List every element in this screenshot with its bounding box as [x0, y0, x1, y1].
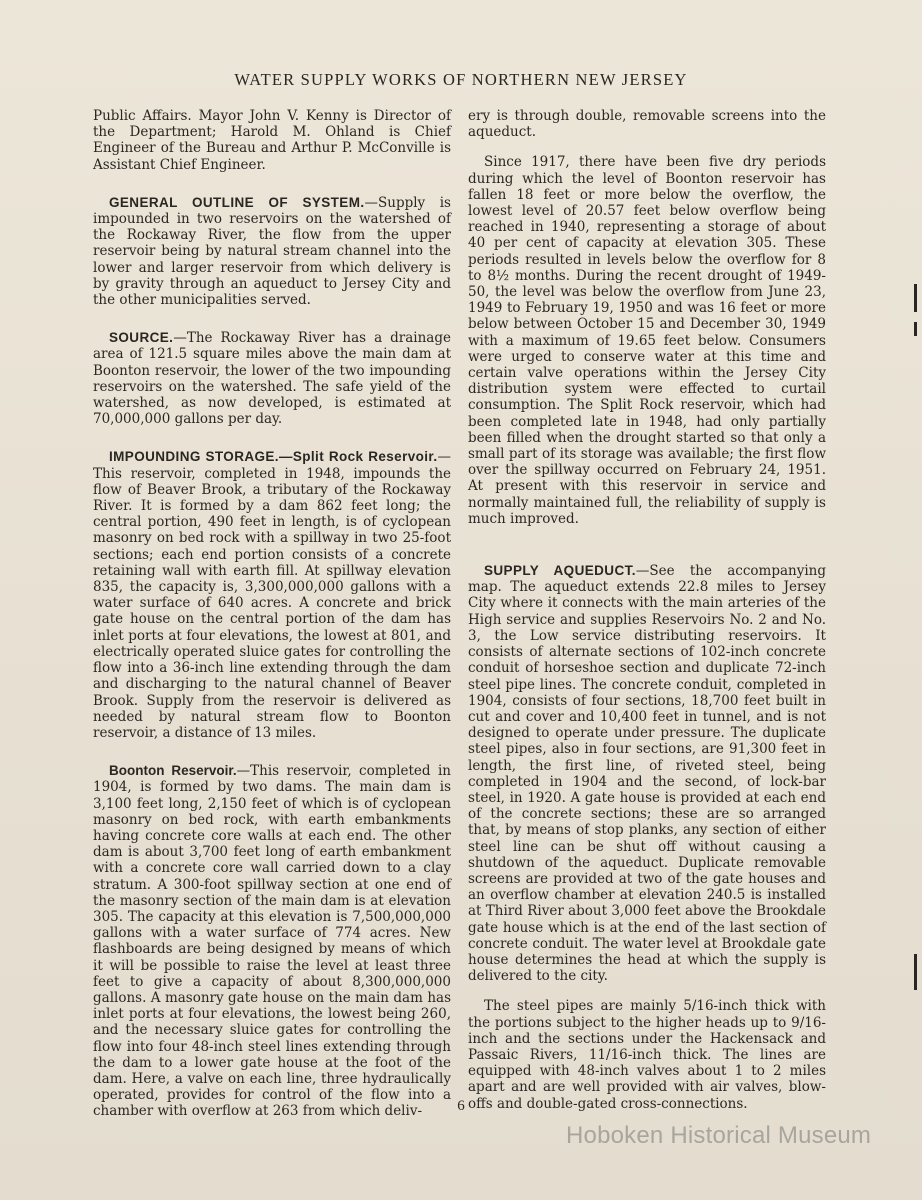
paragraph-impounding-storage: [93, 449, 451, 741]
paragraph-public-affairs: Public Affairs. Mayor John V. Kenny is Director of the Department; Harold M. Ohland is Chief Engineer of the Bureau and Arthur P. McConville is Assistant Chief Engineer.: [93, 108, 451, 173]
left-column: [93, 108, 451, 1134]
heading-boonton-reservoir: Boonton Reservoir.: [109, 763, 237, 779]
paragraph-delivery-continued: ery is through double, removable screens into the aqueduct.: [468, 108, 826, 141]
paragraph-supply-aqueduct: [468, 563, 826, 984]
body-general-outline: —Supply is impounded in two reservoirs on the watershed of the Rockaway River, the flow from the upper reservoir being by natural stream channel into the lower and larger reservoir from which delivery is by gravity through an aqueduct to Jersey City and the other municipalities served.: [93, 194, 451, 309]
body-boonton-reservoir: —This reservoir, completed in 1904, is formed by two dams. The main dam is 3,100 feet long, 2,150 feet of which is of cyclopean masonry on bed rock, with earth embankments having concrete core walls at each end. The other dam is about 3,700 feet long of earth embankment with a concrete core wall carried down to a clay stratum. A 300-foot spillway section at one end of the masonry section of the main dam is at elevation 305. The capacity at this elevation is 7,500,000,000 gallons with a water surface of 774 acres. New flashboards are being designed by means of which it will be possible to raise the level at least three feet to give a capacity of about 8,300,000,000 gallons. A masonry gate house on the main dam has inlet ports at four elevations, the lowest being 260, and the necessary sluice gates for controlling the flow into four 48-inch steel lines extending through the dam to a lower gate house at the foot of the dam. Here, a valve on each line, three hydraulically operated, provides for control of the flow into a chamber with overflow at 263 from which deliv-: [93, 763, 451, 1120]
binding-mark-middle: [914, 322, 917, 336]
binding-mark-bottom: [914, 954, 917, 990]
paragraph-source: [93, 330, 451, 427]
right-column: [468, 108, 826, 1126]
body-source: —The Rockaway River has a drainage area of 121.5 square miles above the main dam at Boonton reservoir, the lower of the two impounding reservoirs on the watershed. The safe yield of the watershed, as now developed, is estimated at 70,000,000 gallons per day.: [93, 330, 451, 428]
paragraph-steel-pipes: The steel pipes are mainly 5/16-inch thick with the portions subject to the higher heads up to 9/16-inch and the sections under the Hackensack and Passaic Rivers, 11/16-inch thick. The lines are equipped with 48-inch valves about 1 to 2 miles apart and are well provided with air valves, blow-offs and double-gated cross-connections.: [468, 998, 826, 1112]
page-number: 6: [457, 1098, 465, 1114]
heading-supply-aqueduct: SUPPLY AQUEDUCT.: [484, 563, 636, 579]
paragraph-boonton-reservoir: [93, 763, 451, 1119]
binding-mark-top: [914, 284, 917, 312]
body-supply-aqueduct: —See the accompanying map. The aqueduct extends 22.8 miles to Jersey City where it connects with the main arteries of the High service and supplies Reservoirs No. 2 and No. 3, the Low service distributing reservoirs. It consists of alternate sections of 102-inch concrete conduit of horseshoe section and duplicate 72-inch steel pipe lines. The concrete conduit, completed in 1904, consists of four sections, 18,700 feet built in cut and cover and 10,400 feet in tunnel, and is not designed to operate under pressure. The duplicate steel pipes, also in four sections, are 91,300 feet in length, the first line, of riveted steel, being completed in 1904 and the second, of lock-bar steel, in 1920. A gate house is provided at each end of the concrete sections; these are so arranged that, by means of stop planks, any section of either steel line can be shut off without causing a shutdown of the aqueduct. Duplicate removable screens are provided at two of the gate houses and an overflow chamber at elevation 240.5 is installed at Third River about 3,000 feet above the Brookdale gate house which is at the end of the last section of concrete conduit. The water level at Brookdale gate house determines the head at which the supply is delivered to the city.: [468, 563, 826, 985]
heading-impounding-storage: IMPOUNDING STORAGE.—Split Rock Reservoir.: [109, 449, 438, 465]
paragraph-dry-periods: Since 1917, there have been five dry periods during which the level of Boonton reservoir has fallen 18 feet or more below the overflow, the lowest level of 20.57 feet below overflow being reached in 1940, representing a storage of about 40 per cent of capacity at elevation 305. These periods resulted in levels below the overflow for 8 to 8½ months. During the recent drought of 1949-50, the level was below the overflow from June 23, 1949 to February 19, 1950 and was 16 feet or more below between October 15 and December 30, 1949 with a maximum of 19.65 feet below. Consumers were urged to conserve water at this time and certain valve operations within the Jersey City distribution system were effected to curtail consumption. The Split Rock reservoir, which had been completed late in 1948, had only partially been filled when the drought started so that only a small part of its storage was available; the first flow over the spillway occurred on February 24, 1951. At present with this reservoir in service and normally maintained full, the reliability of supply is much improved.: [468, 154, 826, 527]
paragraph-general-outline: [93, 195, 451, 308]
heading-source: SOURCE.: [109, 330, 174, 346]
running-title: WATER SUPPLY WORKS OF NORTHERN NEW JERSEY: [234, 70, 688, 89]
heading-general-outline: GENERAL OUTLINE OF SYSTEM.: [109, 194, 365, 210]
body-impounding-storage: —This reservoir, completed in 1948, impounds the flow of Beaver Brook, a tributary of the Rockaway River. It is formed by a dam 862 feet long; the central portion, 490 feet in length, is of cyclopean masonry on bed rock with a spillway in two 25-foot sections; each end portion consists of a concrete retaining wall with earth fill. At spillway elevation 835, the capacity is, 3,300,000,000 gallons with a water surface of 640 acres. A concrete and brick gate house on the central portion of the dam has inlet ports at four elevations, the lowest at 801, and electrically operated sluice gates for controlling the flow into a 36-inch line extending through the dam and discharging to the natural channel of Beaver Brook. Supply from the reservoir is delivered as needed by natural stream flow to Boonton reservoir, a distance of 13 miles.: [93, 449, 451, 741]
museum-watermark: Hoboken Historical Museum: [566, 1122, 872, 1149]
